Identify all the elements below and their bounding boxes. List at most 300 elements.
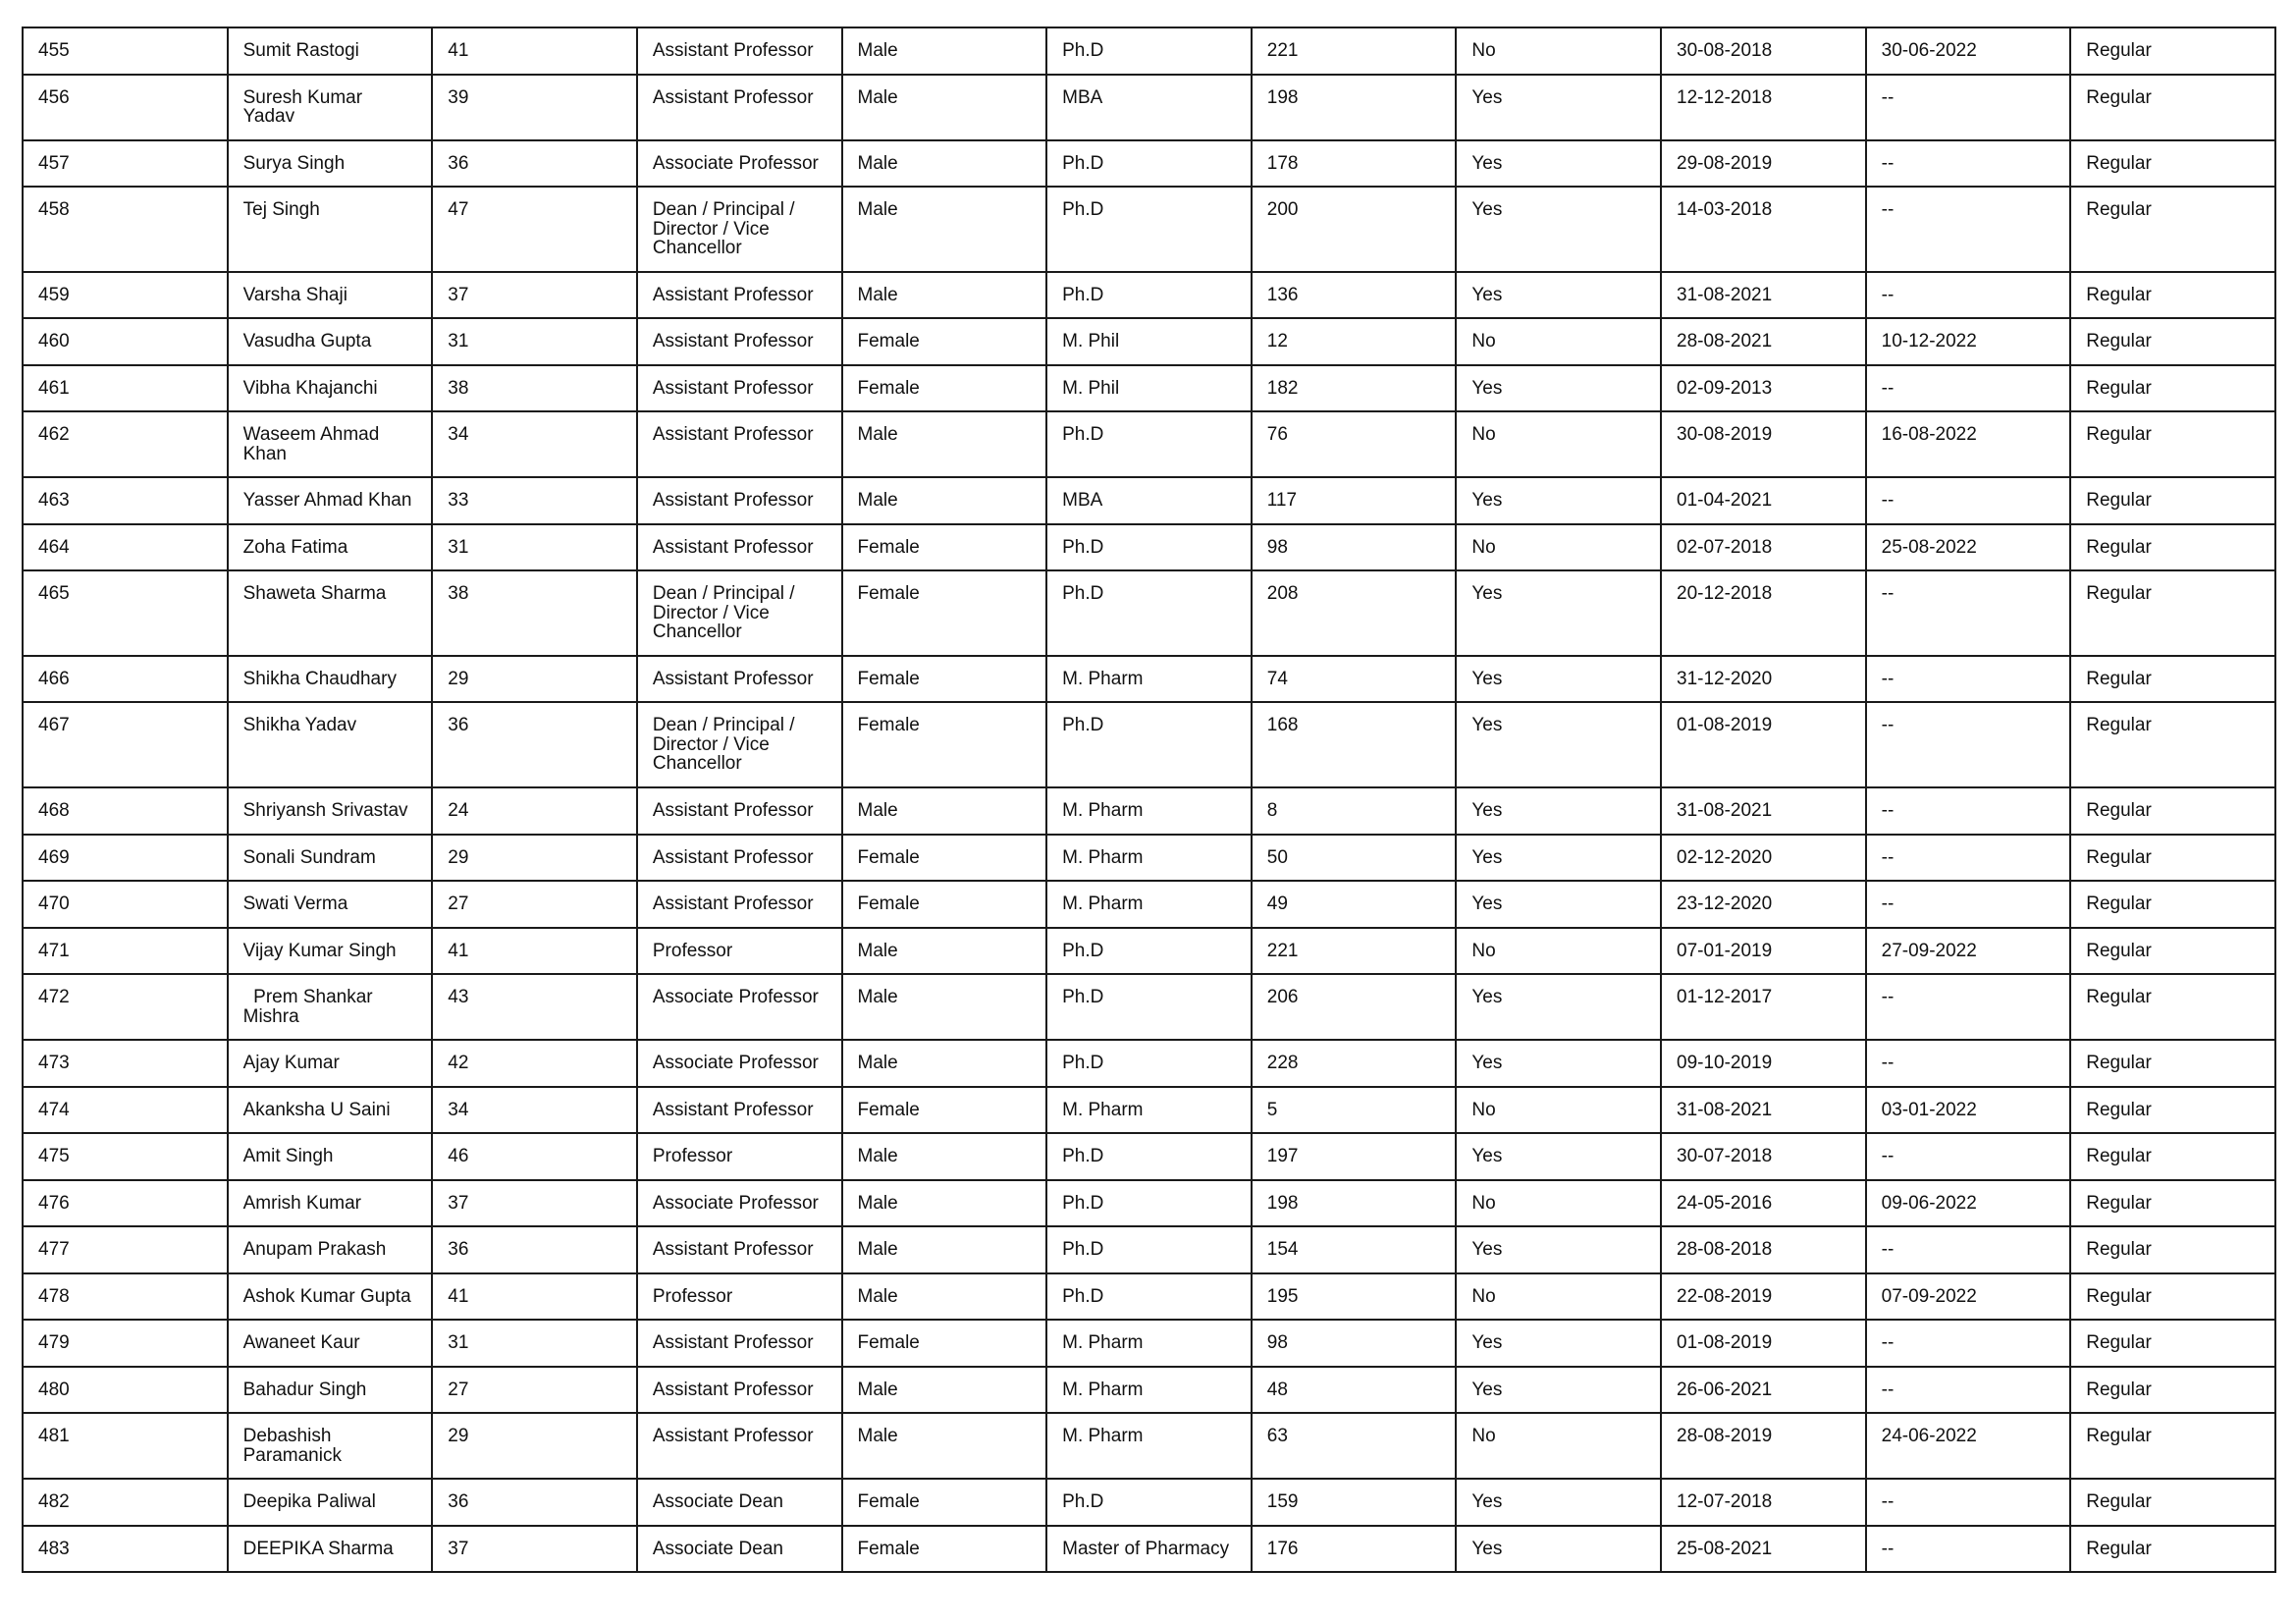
cell-line: Assistant Professor [652,424,814,446]
cell-text [1677,273,1857,305]
cell-age [432,928,637,975]
cell-text [1882,188,2062,220]
cell-name [228,1413,433,1479]
cell-line: Female [857,668,920,689]
cell-line: Ph.D [1062,1285,1104,1307]
cell-line: 37 [448,284,469,305]
cell-text [1267,1134,1448,1166]
cell-line: Dean / Principal / [652,715,795,736]
cell-text [653,478,833,511]
cell-line: Yes [1471,1146,1503,1167]
cell-text [448,975,628,1007]
cell-text [1882,28,2062,61]
cell-line: Male [857,1379,898,1400]
cell-text [243,1527,424,1559]
cell-text [2086,571,2267,604]
cell-text [858,412,1039,445]
cell-line: Male [857,199,898,220]
cell-line: 206 [1266,987,1299,1008]
cell-line: 475 [38,1146,70,1167]
cell-nature-of-appointment [2070,272,2275,319]
cell-line: Regular [2086,331,2152,352]
cell-text [1062,412,1243,445]
cell-text [2086,478,2267,511]
cell-qualification [1046,835,1252,882]
cell-line: -- [1881,846,1895,868]
table-row [23,1226,2275,1273]
cell-text [2086,28,2267,61]
cell-currently-working [1456,1320,1661,1367]
cell-line: M. Pharm [1062,668,1144,689]
cell-text [2086,1088,2267,1120]
cell-text [1677,28,1857,61]
cell-gender [842,1087,1047,1134]
cell-gender [842,1413,1047,1479]
cell-line: 74 [1266,668,1288,689]
cell-line: Assistant Professor [652,40,814,61]
cell-sr-no [23,702,228,787]
cell-name [228,928,433,975]
cell-line: 198 [1266,1192,1299,1214]
cell-qualification [1046,928,1252,975]
cell-qualification [1046,1367,1252,1414]
cell-qualification [1046,477,1252,524]
cell-text [1062,319,1243,352]
cell-line: Regular [2086,1426,2152,1447]
cell-line: Assistant Professor [652,1099,814,1120]
cell-sr-no [23,1479,228,1526]
cell-text [1677,366,1857,399]
cell-text [858,1227,1039,1260]
cell-text [448,1480,628,1512]
cell-designation [637,1087,842,1134]
cell-line: M. Pharm [1062,893,1144,915]
cell-nature-of-appointment [2070,702,2275,787]
cell-text [858,657,1039,689]
cell-line: -- [1881,86,1895,108]
cell-designation [637,27,842,75]
cell-text [1267,525,1448,558]
cell-leaving-date [1866,1273,2071,1321]
cell-line: Yes [1471,199,1503,220]
cell-text [1471,571,1652,604]
cell-line: 20-12-2018 [1677,583,1773,605]
cell-name [228,318,433,365]
cell-text [653,1321,833,1353]
cell-line: 31 [448,536,469,558]
cell-text [243,1134,424,1166]
cell-text [653,1134,833,1166]
cell-line: 479 [38,1332,70,1354]
cell-line: 42 [448,1053,469,1074]
cell-experience [1252,75,1457,140]
cell-gender [842,140,1047,188]
cell-joining-date [1661,881,1866,928]
cell-line: Ph.D [1062,152,1104,174]
cell-nature-of-appointment [2070,974,2275,1040]
cell-line: Yes [1471,846,1503,868]
cell-name [228,1479,433,1526]
cell-line: Ph.D [1062,1239,1104,1261]
cell-text [1267,1181,1448,1214]
cell-text [243,188,424,220]
cell-text [1677,1088,1857,1120]
cell-text [2086,412,2267,445]
cell-text [1471,1088,1652,1120]
cell-designation [637,140,842,188]
cell-leaving-date [1866,1226,2071,1273]
cell-text [653,412,833,445]
cell-line: Vasudha Gupta [242,331,372,352]
cell-experience [1252,1180,1457,1227]
cell-text [38,836,219,868]
cell-text [1062,525,1243,558]
cell-text [448,929,628,961]
cell-text [38,788,219,821]
cell-text [1267,141,1448,174]
cell-line: Zoha Fatima [242,536,348,558]
cell-line: M. Phil [1062,331,1120,352]
cell-text [653,1274,833,1307]
cell-line: Vibha Khajanchi [242,377,378,399]
cell-text [1062,788,1243,821]
cell-line: 136 [1266,284,1299,305]
cell-name [228,1367,433,1414]
cell-name [228,1226,433,1273]
cell-line: Male [857,800,898,822]
cell-line: 30-07-2018 [1677,1146,1773,1167]
cell-experience [1252,1479,1457,1526]
cell-line: No [1471,1192,1496,1214]
cell-text [243,1227,424,1260]
cell-joining-date [1661,1320,1866,1367]
cell-text [653,929,833,961]
cell-line: Male [857,424,898,446]
cell-text [1062,478,1243,511]
cell-experience [1252,1273,1457,1321]
cell-qualification [1046,318,1252,365]
table-row [23,1180,2275,1227]
cell-line: No [1471,940,1496,961]
cell-text [2086,1134,2267,1166]
cell-text [1471,273,1652,305]
cell-age [432,787,637,835]
cell-sr-no [23,140,228,188]
cell-line: No [1471,331,1496,352]
cell-sr-no [23,570,228,656]
cell-text [1062,366,1243,399]
cell-text [1471,1134,1652,1166]
cell-line: Female [857,331,920,352]
cell-line: Ajay Kumar [242,1053,340,1074]
cell-text [1062,1527,1243,1559]
cell-line: 473 [38,1053,70,1074]
cell-sr-no [23,365,228,412]
cell-text [1267,28,1448,61]
cell-text [1062,1088,1243,1120]
cell-sr-no [23,1133,228,1180]
cell-gender [842,1273,1047,1321]
cell-line: 50 [1266,846,1288,868]
cell-line: Yes [1471,800,1503,822]
cell-nature-of-appointment [2070,411,2275,477]
cell-age [432,974,637,1040]
cell-sr-no [23,477,228,524]
cell-currently-working [1456,318,1661,365]
cell-currently-working [1456,365,1661,412]
cell-text [38,478,219,511]
cell-nature-of-appointment [2070,835,2275,882]
cell-joining-date [1661,187,1866,272]
cell-designation [637,1479,842,1526]
cell-text [1062,975,1243,1007]
cell-text [858,76,1039,108]
cell-text [1471,1368,1652,1400]
cell-name [228,272,433,319]
cell-line: 466 [38,668,70,689]
cell-name [228,570,433,656]
cell-text [1882,76,2062,108]
cell-name [228,881,433,928]
cell-text [1677,525,1857,558]
cell-sr-no [23,524,228,571]
cell-line: Assistant Professor [652,86,814,108]
cell-designation [637,974,842,1040]
cell-text [1267,703,1448,735]
cell-sr-no [23,27,228,75]
cell-text [1677,1414,1857,1446]
cell-designation [637,477,842,524]
cell-text [858,929,1039,961]
cell-line: No [1471,424,1496,446]
cell-sr-no [23,1273,228,1321]
cell-text [1882,366,2062,399]
cell-gender [842,928,1047,975]
cell-sr-no [23,835,228,882]
cell-line: Male [857,1053,898,1074]
cell-line: 117 [1266,490,1298,512]
cell-line: 23-12-2020 [1677,893,1773,915]
cell-line: Shikha Chaudhary [242,668,397,689]
cell-sr-no [23,1226,228,1273]
cell-age [432,1087,637,1134]
cell-text [653,882,833,914]
cell-text [1062,1368,1243,1400]
cell-line: -- [1881,893,1895,915]
cell-line: Assistant Professor [652,377,814,399]
cell-line: 197 [1266,1146,1299,1167]
cell-line: 468 [38,800,70,822]
cell-line: -- [1881,668,1895,689]
cell-experience [1252,570,1457,656]
cell-text [448,1041,628,1073]
cell-line: Regular [2086,86,2152,108]
cell-text [858,525,1039,558]
cell-qualification [1046,1040,1252,1087]
cell-age [432,1133,637,1180]
cell-nature-of-appointment [2070,1413,2275,1479]
cell-line: Professor [652,1146,733,1167]
cell-text [1062,273,1243,305]
cell-designation [637,365,842,412]
cell-joining-date [1661,1180,1866,1227]
cell-line: Male [857,40,898,61]
cell-text [858,703,1039,735]
cell-text [38,1414,219,1446]
cell-text [858,1041,1039,1073]
cell-line: Yes [1471,1332,1503,1354]
cell-nature-of-appointment [2070,140,2275,188]
cell-line: 178 [1266,152,1299,174]
cell-text [2086,657,2267,689]
cell-line: Regular [2086,1538,2152,1559]
cell-experience [1252,524,1457,571]
cell-text [243,1321,424,1353]
cell-nature-of-appointment [2070,1320,2275,1367]
cell-text [858,1181,1039,1214]
cell-joining-date [1661,656,1866,703]
cell-line: M. Pharm [1062,800,1144,822]
cell-text [1882,478,2062,511]
cell-text [1677,76,1857,108]
cell-leaving-date [1866,1040,2071,1087]
cell-text [243,929,424,961]
cell-text [243,1088,424,1120]
cell-experience [1252,272,1457,319]
cell-name [228,835,433,882]
cell-leaving-date [1866,570,2071,656]
cell-line: 98 [1266,536,1288,558]
cell-gender [842,835,1047,882]
cell-nature-of-appointment [2070,881,2275,928]
cell-leaving-date [1866,1413,2071,1479]
cell-text [1471,366,1652,399]
cell-nature-of-appointment [2070,318,2275,365]
cell-line: 98 [1266,1332,1288,1354]
cell-text [1677,319,1857,352]
cell-line: Yes [1471,668,1503,689]
cell-line: Dean / Principal / [652,199,795,220]
cell-joining-date [1661,702,1866,787]
cell-line: 41 [448,1285,469,1307]
cell-line: 478 [38,1285,70,1307]
cell-designation [637,656,842,703]
table-row [23,1320,2275,1367]
cell-nature-of-appointment [2070,1226,2275,1273]
cell-line: 27 [448,893,469,915]
cell-text [653,975,833,1007]
cell-line: 29-08-2019 [1677,152,1773,174]
cell-currently-working [1456,1087,1661,1134]
cell-text [243,1414,424,1465]
cell-line: Regular [2086,536,2152,558]
cell-text [1677,141,1857,174]
cell-line: 29 [448,1426,469,1447]
cell-text [1882,1227,2062,1260]
cell-joining-date [1661,1367,1866,1414]
cell-age [432,1526,637,1573]
cell-name [228,1273,433,1321]
cell-line: 198 [1266,86,1299,108]
cell-text [448,1414,628,1446]
cell-gender [842,1226,1047,1273]
cell-line: Chancellor [652,238,742,258]
cell-line: Yadav [242,106,295,127]
cell-sr-no [23,1367,228,1414]
cell-qualification [1046,365,1252,412]
cell-text [1267,366,1448,399]
cell-text [1882,1527,2062,1559]
cell-gender [842,365,1047,412]
cell-line: Regular [2086,152,2152,174]
cell-text [1471,188,1652,220]
cell-experience [1252,1087,1457,1134]
cell-line: Female [857,536,920,558]
cell-line: Yes [1471,1538,1503,1559]
cell-text [858,319,1039,352]
table-row [23,27,2275,75]
cell-line: Yes [1471,284,1503,305]
cell-text [448,1227,628,1260]
cell-sr-no [23,1087,228,1134]
cell-nature-of-appointment [2070,787,2275,835]
cell-line: Ph.D [1062,536,1104,558]
cell-line: 462 [38,424,70,446]
cell-line: 25-08-2021 [1677,1538,1773,1559]
cell-line: Yes [1471,1379,1503,1400]
cell-name [228,1526,433,1573]
cell-line: M. Pharm [1062,1379,1144,1400]
cell-experience [1252,974,1457,1040]
cell-line: -- [1881,583,1895,605]
cell-experience [1252,1367,1457,1414]
cell-currently-working [1456,702,1661,787]
cell-line: Assistant Professor [652,1332,814,1354]
cell-line: No [1471,1285,1496,1307]
cell-line: 41 [448,940,469,961]
cell-line: Female [857,1332,920,1354]
cell-age [432,1413,637,1479]
cell-line: 27-09-2022 [1881,940,1977,961]
cell-currently-working [1456,27,1661,75]
cell-gender [842,974,1047,1040]
cell-line: 16-08-2022 [1881,424,1977,446]
cell-gender [842,787,1047,835]
cell-joining-date [1661,272,1866,319]
cell-line: Assistant Professor [652,668,814,689]
cell-qualification [1046,1526,1252,1573]
cell-joining-date [1661,1526,1866,1573]
cell-text [2086,188,2267,220]
cell-line: Regular [2086,377,2152,399]
cell-text [1471,788,1652,821]
cell-text [1677,1274,1857,1307]
cell-line: MBA [1062,490,1103,512]
cell-text [243,657,424,689]
cell-line: 458 [38,199,70,220]
cell-text [243,1041,424,1073]
cell-line: -- [1881,715,1895,736]
cell-line: Male [857,1239,898,1261]
cell-text [1882,1134,2062,1166]
cell-text [243,1274,424,1307]
cell-text [448,1088,628,1120]
cell-sr-no [23,318,228,365]
cell-line: -- [1881,1379,1895,1400]
cell-line: Ashok Kumar Gupta [242,1285,411,1307]
cell-text [1677,1181,1857,1214]
cell-text [653,1181,833,1214]
